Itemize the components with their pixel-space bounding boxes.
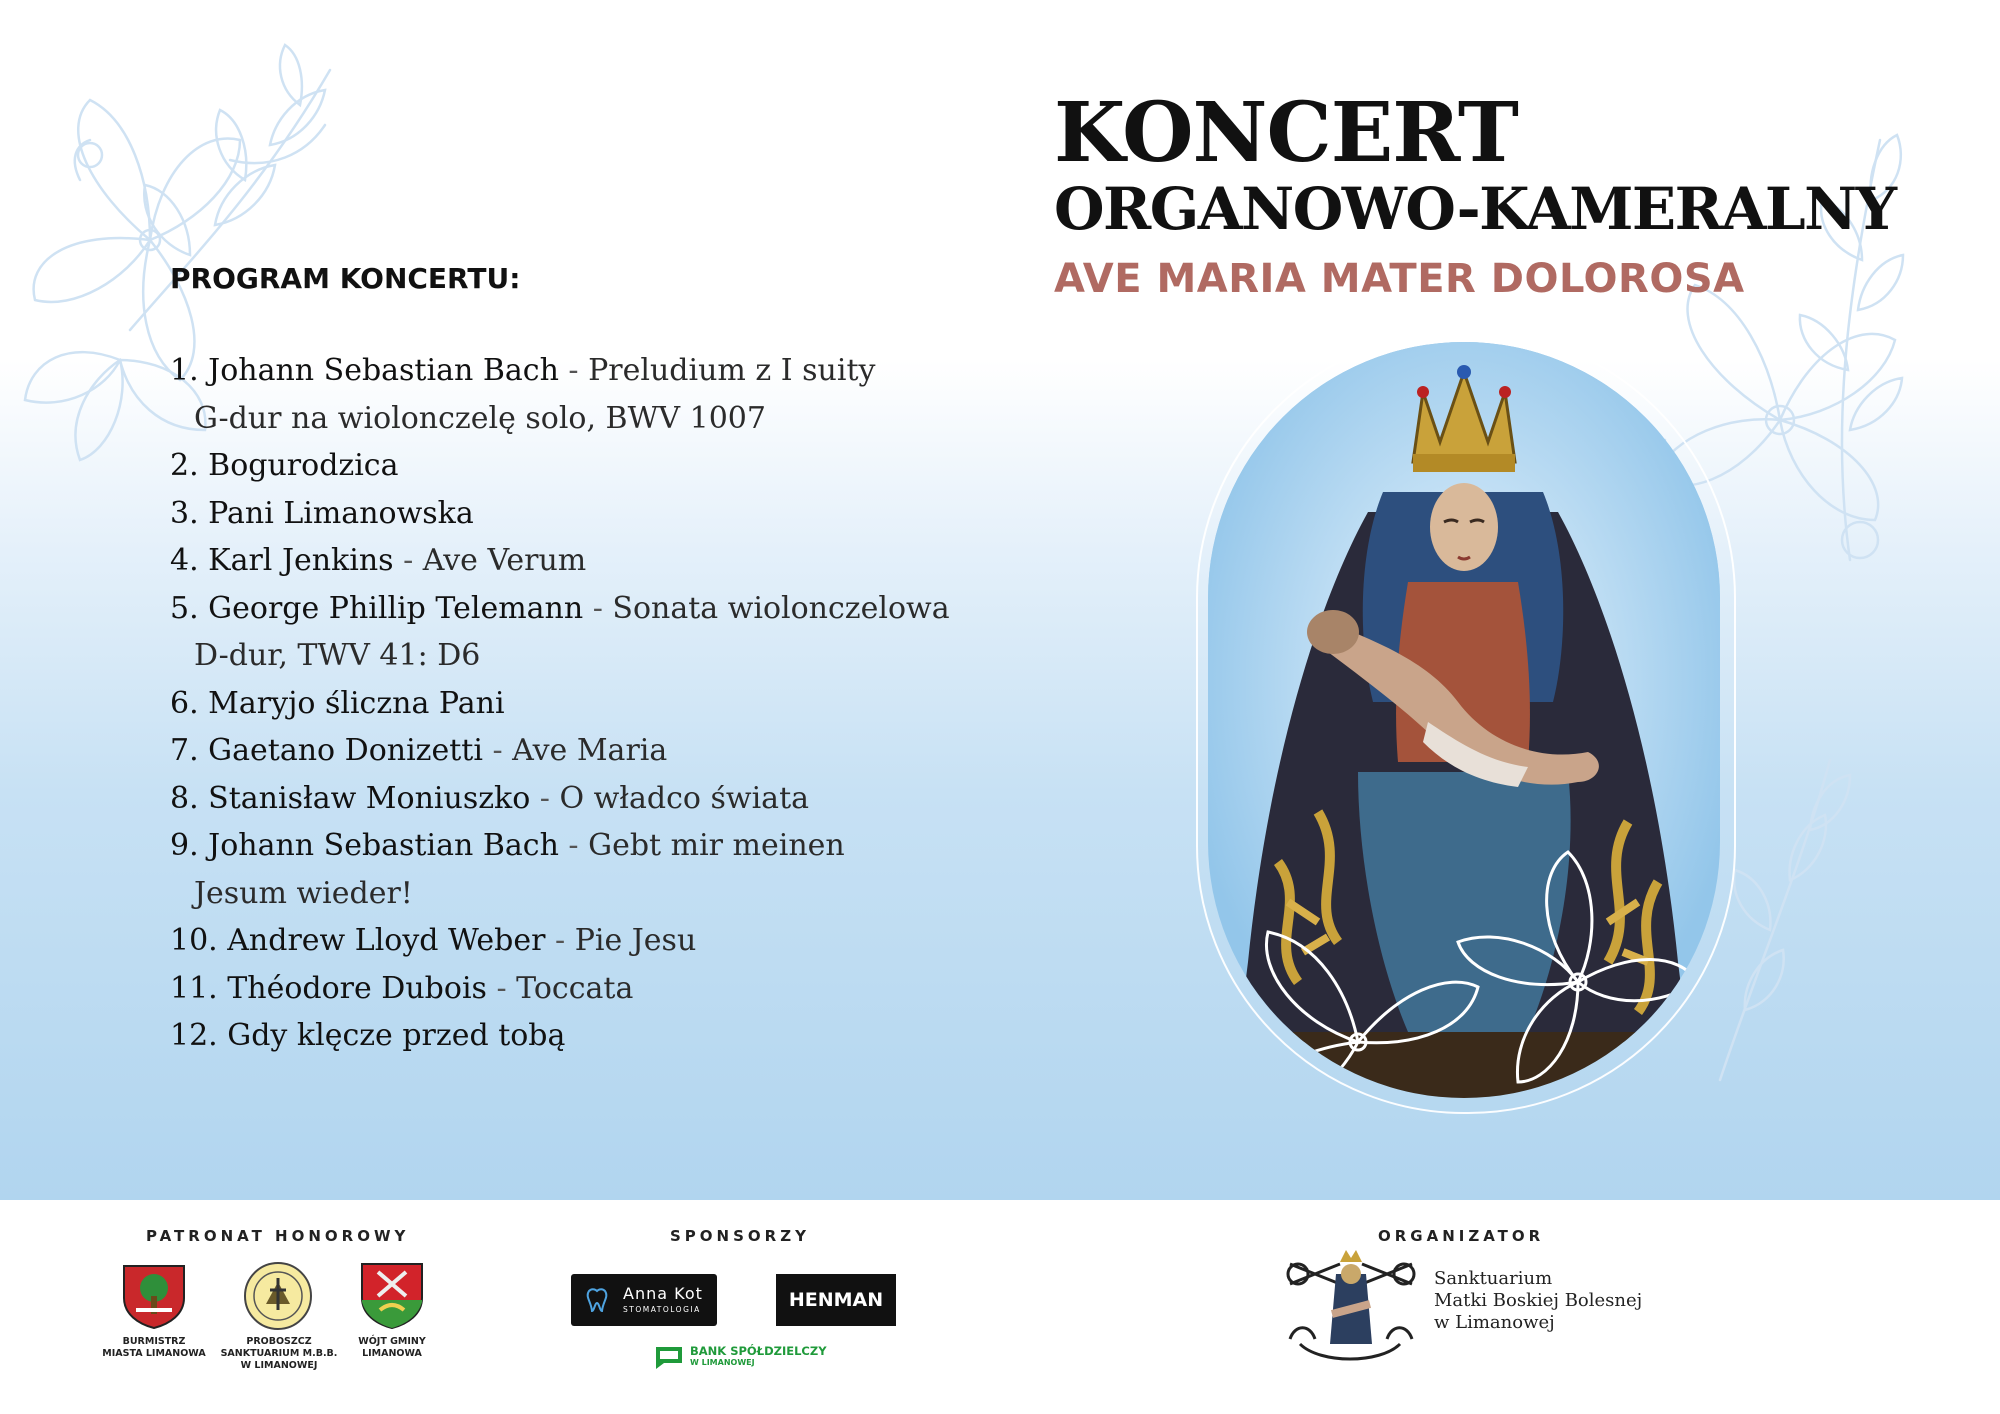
- pieta-illustration: [1208, 342, 1720, 1098]
- program-item-number: 2.: [170, 448, 199, 483]
- program-item: [170, 727, 970, 775]
- program-item-number: 6.: [170, 685, 199, 721]
- program-item-number-composer: Pani Limanowska: [208, 495, 474, 531]
- patron-caption-wojt: WÓJT GMINY LIMANOWA: [358, 1336, 426, 1359]
- program-item-number: 9.: [170, 828, 199, 863]
- program-item-separator: -: [486, 970, 517, 1006]
- program-item-title: Toccata: [516, 970, 634, 1006]
- program-heading: PROGRAM KONCERTU:: [170, 262, 521, 295]
- program-item: [170, 442, 970, 490]
- program-item-number-composer: Karl Jenkins: [208, 543, 394, 578]
- program-item: [170, 917, 970, 965]
- gmina-crest-icon: [358, 1258, 426, 1330]
- program-item-separator: -: [482, 733, 513, 768]
- program-item-number: 7.: [170, 733, 199, 768]
- program-item-title: Gebt mir meinen: [588, 828, 845, 863]
- program-item: [170, 822, 970, 870]
- program-item-title: Preludium z I suity: [588, 353, 876, 388]
- program-item-number: 10.: [170, 923, 218, 958]
- sanctuary-seal-icon: [242, 1260, 314, 1332]
- program-item-number-composer: Andrew Lloyd Weber: [227, 923, 546, 958]
- program-item: [170, 347, 970, 395]
- sanctuary-emblem-icon: [1280, 1244, 1422, 1370]
- program-item: [170, 537, 970, 585]
- program-item: [170, 585, 970, 633]
- program-item-number-composer: Maryjo śliczna Pani: [208, 685, 505, 721]
- madonna-image: [1208, 342, 1720, 1098]
- anna-kot-name: Anna Kot: [623, 1284, 703, 1303]
- program-item-continuation: D-dur, TWV 41: D6: [194, 638, 481, 673]
- program-item: [170, 490, 970, 538]
- program-item: [170, 965, 970, 1013]
- program-item-number: 3.: [170, 495, 199, 531]
- title-koncert: KONCERT: [1054, 85, 1518, 181]
- program-item-number-composer: Bogurodzica: [208, 448, 399, 483]
- sponsorzy-heading: SPONSORZY: [670, 1227, 810, 1245]
- subtitle: AVE MARIA MATER DOLOROSA: [1054, 256, 1745, 302]
- program-item-separator: -: [530, 780, 560, 816]
- program-item: [170, 1012, 970, 1060]
- program-item-separator: -: [558, 353, 589, 388]
- program-item-number-composer: Johann Sebastian Bach: [208, 828, 559, 863]
- program-item-title: Ave Maria: [512, 733, 668, 768]
- organizator-heading: ORGANIZATOR: [1378, 1227, 1545, 1245]
- program-item-number-composer: Johann Sebastian Bach: [208, 353, 559, 388]
- program-item-number-composer: Gdy klęcze przed tobą: [227, 1018, 566, 1053]
- limanowa-city-crest-icon: [118, 1258, 190, 1330]
- program-item-separator: -: [583, 590, 613, 626]
- program-item-number: 11.: [170, 970, 218, 1006]
- program-item-title: Pie Jesu: [574, 923, 697, 958]
- patronat-heading: PATRONAT HONOROWY: [146, 1227, 410, 1245]
- program-item-number-composer: George Phillip Telemann: [208, 590, 584, 626]
- program-item-number: 5.: [170, 590, 199, 626]
- patron-caption-burmistrz: BURMISTRZ MIASTA LIMANOWA: [102, 1336, 206, 1359]
- bank-logo-icon: [652, 1343, 686, 1371]
- program-item-continuation: G-dur na wiolonczelę solo, BWV 1007: [194, 400, 766, 436]
- program-item-number: 12.: [170, 1018, 218, 1053]
- program-item-separator: -: [393, 543, 423, 578]
- organizer-name: Sanktuarium Matki Boskiej Bolesnej w Limanowej: [1434, 1268, 1643, 1333]
- program-item-number-composer: Stanisław Moniuszko: [208, 780, 531, 816]
- sponsor-anna-kot: [571, 1274, 717, 1326]
- program-item-title: Sonata wiolonczelowa: [612, 590, 950, 626]
- title-organowo-kameralny: ORGANOWO-KAMERALNY: [1054, 175, 1896, 243]
- program-item-number: 1.: [170, 353, 199, 388]
- patron-caption-proboszcz: PROBOSZCZ SANKTUARIUM M.B.B. W LIMANOWEJ: [220, 1336, 338, 1371]
- bank-name: BANK SPÓŁDZIELCZY W LIMANOWEJ: [690, 1344, 827, 1367]
- program-item-title: Ave Verum: [422, 543, 587, 578]
- program-item-number-composer: Gaetano Donizetti: [208, 733, 483, 768]
- tooth-icon: [585, 1287, 609, 1313]
- program-item-continuation: Jesum wieder!: [194, 875, 413, 911]
- program-list: [170, 347, 970, 1060]
- program-item-separator: -: [545, 923, 575, 958]
- program-item: [170, 775, 970, 823]
- program-item-separator: -: [558, 828, 589, 863]
- program-item-number-composer: Théodore Dubois: [227, 970, 487, 1006]
- program-item-number: 8.: [170, 780, 199, 816]
- program-item-number: 4.: [170, 543, 199, 578]
- anna-kot-sub: STOMATOLOGIA: [623, 1305, 701, 1314]
- sponsor-henman: HENMAN: [776, 1274, 896, 1326]
- program-item-title: O władco świata: [559, 780, 810, 816]
- program-item: [170, 680, 970, 728]
